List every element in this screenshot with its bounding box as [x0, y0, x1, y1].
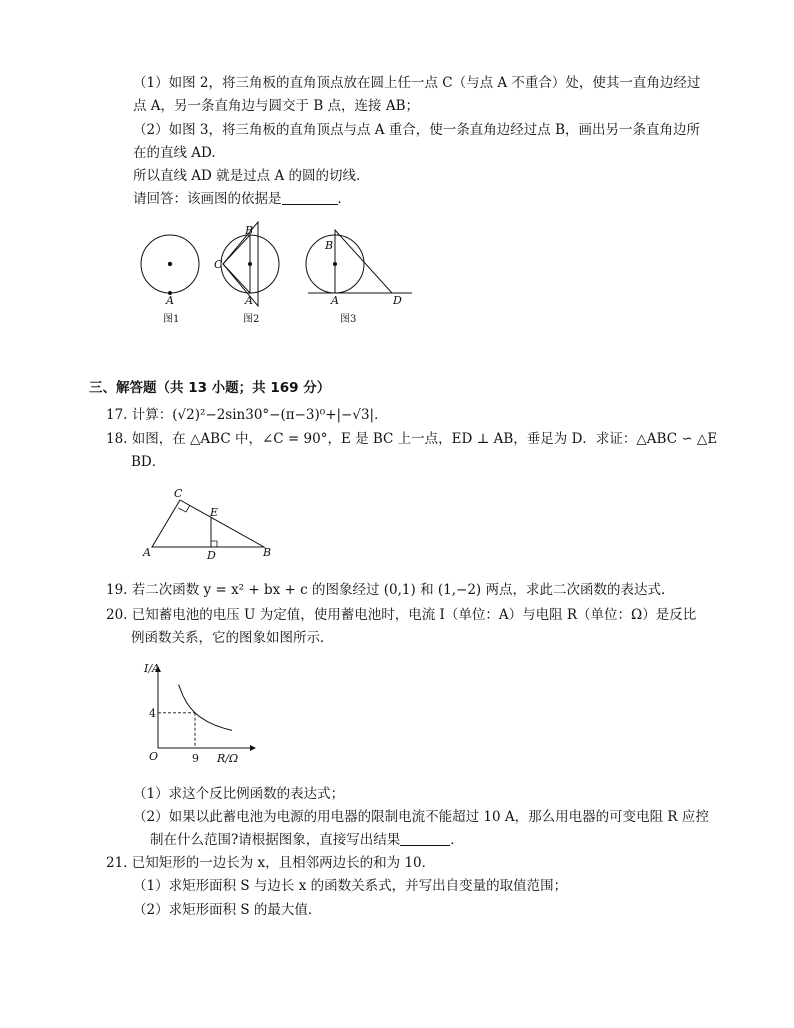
label-d: D — [207, 549, 216, 562]
fig1-caption: 图1 — [163, 314, 180, 325]
question-17: 17. 计算：(√2)²−2sin30°−(π−3)⁰+|−√3|． — [106, 407, 388, 423]
question-20-part2-end: ． — [450, 832, 464, 848]
answer-prompt-text: 请回答：该画图的依据是 — [133, 191, 282, 207]
origin-label: O — [149, 750, 159, 763]
fig3-label-d: D — [393, 294, 402, 307]
answer-prompt-end: ． — [337, 191, 351, 207]
right-angle-mark-c — [179, 505, 191, 512]
question-21-part2: （2）求矩形面积 S 的最大值． — [133, 902, 322, 918]
fig2-label-a: A — [245, 294, 253, 307]
question-18-cont: BD． — [131, 454, 166, 470]
question-20-part1: （1）求这个反比例函数的表达式； — [133, 786, 345, 802]
text-line: 点 A，另一条直角边与圆交于 B 点，连接 AB； — [133, 98, 420, 114]
inverse-curve — [179, 685, 232, 731]
fig3-label-a: A — [331, 294, 339, 307]
fig2-caption: 图2 — [243, 314, 260, 325]
label-e: E — [210, 506, 219, 519]
circle-figures — [130, 218, 430, 330]
question-20-part2-answer — [150, 830, 464, 850]
text-line: 所以直线 AD 就是过点 A 的圆的切线． — [133, 168, 370, 184]
label-c: C — [174, 487, 183, 500]
question-21: 21. 已知矩形的一边长为 x，且相邻两边长的和为 10． — [106, 855, 436, 871]
question-20-part2-text: 制在什么范围?请根据图象，直接写出结果 — [150, 832, 401, 848]
answer-blank[interactable] — [400, 831, 450, 846]
section-heading: 三、解答题（共 13 小题；共 169 分） — [89, 380, 331, 396]
text-line: （2）如图 3，将三角板的直角顶点与点 A 重合，使一条直角边经过点 B，画出另一条直角边所 — [133, 122, 701, 138]
triangle-figure — [140, 486, 280, 562]
fig2-triangle-inner — [223, 235, 250, 293]
label-b: B — [263, 546, 272, 559]
y-axis-label: I/A — [144, 662, 160, 675]
x-axis-label: R/Ω — [217, 752, 239, 765]
question-19: 19. 若二次函数 y = x² + bx + c 的图象经过 (0,1) 和 (1,−2) 两点，求此二次函数的表达式． — [106, 582, 675, 598]
question-18: 18. 如图，在 △ABC 中，∠C = 90°，E 是 BC 上一点，ED ⊥ AB，垂足为 D．求证：△ABC ∽ △E — [106, 431, 718, 447]
x-tick-9: 9 — [192, 752, 199, 765]
fig2-label-c: C — [214, 258, 223, 271]
text-line: （1）如图 2，将三角板的直角顶点放在圆上任一点 C（与点 A 不重合）处，使其一直角边经过 — [133, 75, 701, 91]
fig3-label-b: B — [325, 239, 334, 252]
text-line: 在的直线 AD. — [133, 145, 216, 161]
fig2-label-b: B — [245, 224, 254, 237]
answer-blank[interactable] — [282, 190, 338, 205]
inverse-function-graph — [140, 658, 260, 770]
right-angle-mark-d — [211, 541, 217, 547]
fig1-center — [168, 262, 172, 266]
question-21-part1: （1）求矩形面积 S 与边长 x 的函数关系式，并写出自变量的取值范围； — [133, 878, 568, 894]
answer-prompt — [133, 189, 351, 209]
fig1-label-a: A — [166, 294, 174, 307]
triangle-abc — [152, 500, 264, 547]
fig3-caption: 图3 — [340, 314, 357, 325]
x-axis-arrow-icon — [250, 745, 256, 751]
fig3-set-square — [335, 230, 392, 293]
question-20-part2: （2）如果以此蓄电池为电源的用电器的限制电流不能超过 10 A，那么用电器的可变电阻 R 应控 — [133, 809, 709, 825]
y-tick-4: 4 — [149, 706, 156, 720]
question-20-cont: 例函数关系，它的图象如图所示． — [131, 630, 334, 646]
label-a: A — [143, 546, 151, 559]
question-20: 20. 已知蓄电池的电压 U 为定值，使用蓄电池时，电流 I（单位：A）与电阻 R（单位：Ω）是反比 — [106, 607, 697, 623]
